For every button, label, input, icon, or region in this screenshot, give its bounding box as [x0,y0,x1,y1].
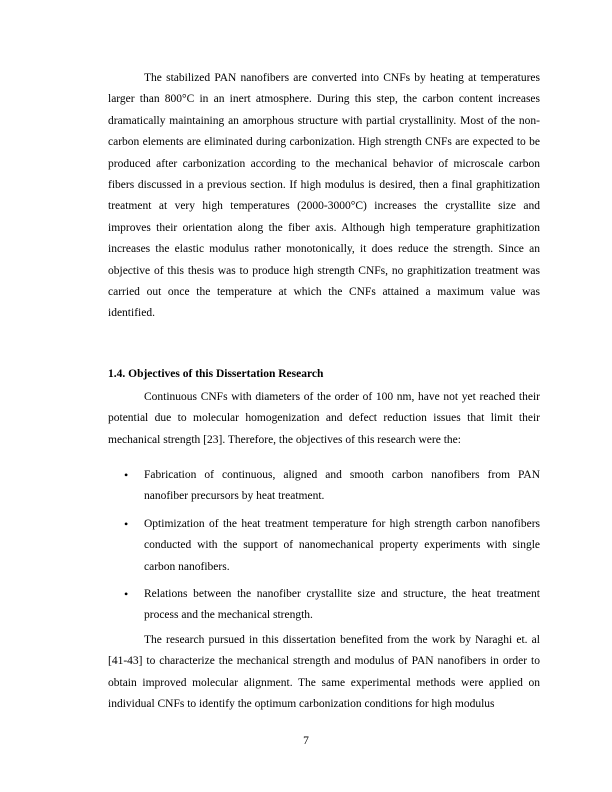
section-heading: 1.4. Objectives of this Dissertation Research [108,368,324,380]
paragraph-research-basis: The research pursued in this dissertation benefited from the work by Naraghi et. al [41-43] to characterize the mechanical strength and modulus of PAN nanofibers in order to obtain improved molecular alignment. The same experimental methods were applied on individual CNFs to identify the optimum carbonization conditions for high modulus [108,634,540,711]
objective-item: • Optimization of the heat treatment temperature for high strength carbon nanofibers conducted with the support of nanomechanical property experiments with single carbon nanofibers. [108,514,540,578]
objectives-list-item-3-wrapper [108,584,540,627]
page-number: 7 [303,735,309,747]
objective-item: • Relations between the nanofiber crystallite size and structure, the heat treatment process and the mechanical strength. [108,584,540,627]
objective-item: • Fabrication of continuous, aligned and smooth carbon nanofibers from PAN nanofiber precursors by heat treatment. [108,465,540,508]
objectives-list-item-1-wrapper [108,465,540,508]
paragraph-carbonization: The stabilized PAN nanofibers are converted into CNFs by heating at temperatures larger than 800°C in an inert atmosphere. During this step, the carbon content increases dramatically maintaining an amorphous structure with partial crystallinity. Most of the non-carbon elements are eliminated during carbonization. High strength CNFs are expected to be produced after carbonization according to the mechanical behavior of microscale carbon fibers discussed in a previous section. If high modulus is desired, then a final graphitization treatment at very high temperatures (2000-3000°C) increases the crystallite size and improves their orientation along the fiber axis. Although high temperature graphitization increases the elastic modulus rather monotonically, it does reduce the strength. Since an objective of this thesis was to produce high strength CNFs, no graphitization treatment was carried out once the temperature at which the CNFs attained a maximum value was identified. [108,72,540,320]
objectives-list-item-2-wrapper [108,514,540,578]
paragraph-objectives-intro: Continuous CNFs with diameters of the order of 100 nm, have not yet reached their potential due to molecular homogenization and defect reduction issues that limit their mechanical strength [23]. Therefore, the objectives of this research were the: [108,391,540,446]
